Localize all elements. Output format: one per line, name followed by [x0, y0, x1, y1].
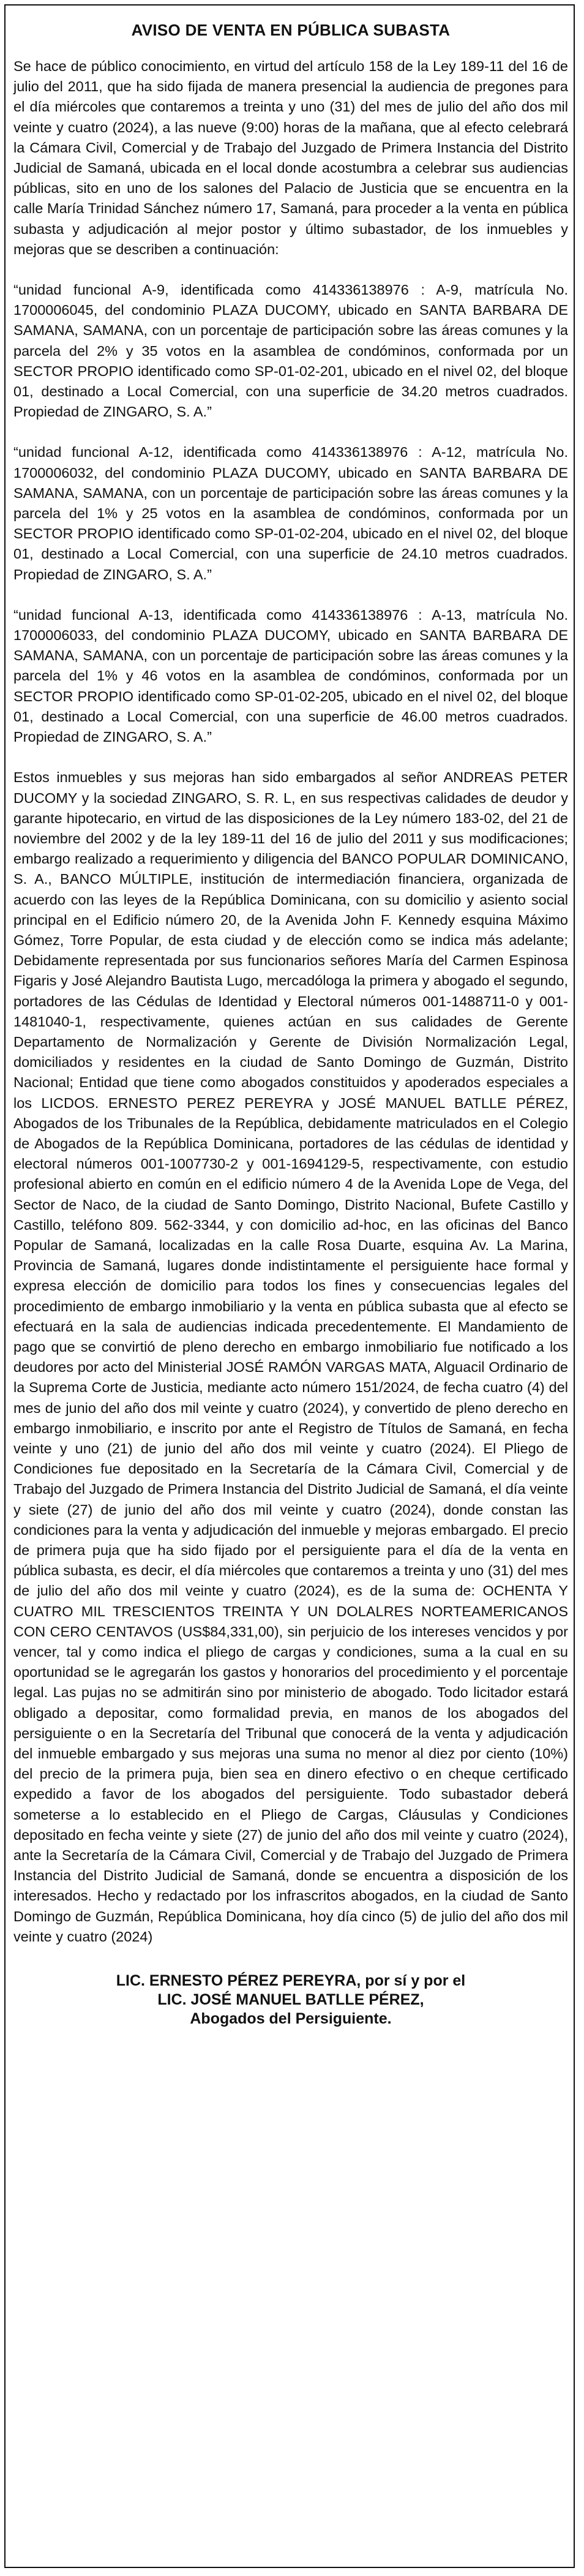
- signature-line-1: LIC. ERNESTO PÉREZ PEREYRA, por sí y por el: [116, 1972, 466, 1990]
- unit-a9-paragraph: “unidad funcional A-9, identificada como 414336138976 : A-9, matrícula No. 1700006045, del condominio PLAZA DUCOMY, ubicado en SANTA BARBARA DE SAMANA, SAMANA, con un porcentaje de participación sobre las áreas comunes y la parcela del 2% y 35 votos en la asamblea de condóminos, conformada por un SECTOR PROPIO identificado como SP-01-02-201, ubicado en el nivel 02, del bloque 01, destinado a Local Comercial, con una superficie de 34.20 metros cuadrados. Propiedad de ZINGARO, S. A.”: [13, 282, 568, 420]
- signature-line-3: Abogados del Persiguiente.: [190, 2010, 392, 2028]
- body-paragraph: Estos inmuebles y sus mejoras han sido embargados al señor ANDREAS PETER DUCOMY y la sociedad ZINGARO, S. R. L, en sus respectivas calidades de deudor y garante hipotecario, en virtud de las disposiciones de la Ley número 183-02, del 21 de noviembre del 2002 y de la ley 189-11 del 16 de julio del 2011 y sus modificaciones; embargo realizado a requerimiento y diligencia del BANCO POPULAR DOMINICANO, S. A., BANCO MÚLTIPLE, institución de intermediación financiera, organizada de acuerdo con las leyes de la República Dominicana, con su domicilio y asiento social principal en el Edificio número 20, de la Avenida John F. Kennedy esquina Máximo Gómez, Torre Popular, de esta ciudad y de elección como se indica más adelante; Debidamente representada por sus funcionarios señores María del Carmen Espinosa Figaris y José Alejandro Bautista Lugo, mercadóloga la primera y abogado el segundo, portadores de las Cédulas de Identidad y Electoral números 001-1488711-0 y 001-1481040-1, respectivamente, quienes actúan en sus calidades de Gerente Departamento de Normalización y Gerente de División Normalización Legal, domiciliados y residentes en la ciudad de Santo Domingo de Guzmán, Distrito Nacional; Entidad que tiene como abogados constituidos y apoderados especiales a los LICDOS. ERNESTO PEREZ PEREYRA y JOSÉ MANUEL BATLLE PÉREZ, Abogados de los Tribunales de la República, debidamente matriculados en el Colegio de Abogados de la República Dominicana, portadores de las cédulas de identidad y electoral números 001-1007730-2 y 001-1694129-5, respectivamente, con estudio profesional abierto en común en el edificio número 4 de la Avenida Lope de Vega, del Sector de Naco, de la ciudad de Santo Domingo, Distrito Nacional, Bufete Castillo y Castillo, teléfono 809. 562-3344, y con domicilio ad-hoc, en las oficinas del Banco Popular de Samaná, localizadas en la calle Rosa Duarte, esquina Av. La Marina, Provincia de Samaná, lugares donde indistintamente el persiguiente hace formal y expresa elección de domicilio para todos los fines y consecuencias legales del procedimiento de embargo inmobiliario y la venta en pública subasta que al efecto se efectuará en la sala de audiencias indicada precedentemente. El Mandamiento de pago que se convirtió de pleno derecho en embargo inmobiliario fue notificado a los deudores por acto del Ministerial JOSÉ RAMÓN VARGAS MATA, Alguacil Ordinario de la Suprema Corte de Justicia, mediante acto número 151/2024, de fecha cuatro (4) del mes de junio del año dos mil veinte y cuatro (2024), y convertido de pleno derecho en embargo inmobiliario, e inscrito por ante el Registro de Títulos de Samaná, en fecha veinte y uno (21) de junio del año dos mil veinte y cuatro (2024). El Pliego de Condiciones fue depositado en la Secretaría de la Cámara Civil, Comercial y de Trabajo del Juzgado de Primera Instancia del Distrito Judicial de Samaná, el día veinte y siete (27) de junio del año dos mil veinte y cuatro (2024), donde constan las condiciones para la venta y adjudicación del inmueble y mejoras embargado. El precio de primera puja que ha sido fijado por el persiguiente para el día de la venta en pública subasta, es decir, el día miércoles que contaremos a treinta y uno (31) del mes de julio del año dos mil veinte y cuatro (2024), es de la suma de: OCHENTA Y CUATRO MIL TRESCIENTOS TREINTA Y UN DOLALRES NORTEAMERICANOS CON CERO CENTAVOS (US$84,331,00), sin perjuicio de los intereses vencidos y por vencer, tal y como indica el pliego de cargas y condiciones, suma a la cual en su oportunidad se le agregarán los gastos y honorarios del procedimiento y el porcentaje legal. Las pujas no se admitirán sino por ministerio de abogado. Todo licitador estará obligado a depositar, como formalidad previa, en manos de los abogados del persiguiente o en la Secretaría del Tribunal que conocerá de la venta y adjudicación del inmueble embargado y sus mejoras una suma no menor al diez por ciento (10%) del precio de la primera puja, bien sea en dinero efectivo o en cheque certificado expedido a favor de los abogados del persiguiente. Todo subastador deberá someterse a lo establecido en el Pliego de Cargas, Cláusulas y Condiciones depositado en fecha veinte y siete (27) de junio del año dos mil veinte y cuatro (2024), ante la Secretaría de la Cámara Civil, Comercial y de Trabajo del Juzgado de Primera Instancia del Distrito Judicial de Samaná, donde se encuentra a disposición de los interesados. Hecho y redactado por los infrascritos abogados, en la ciudad de Santo Domingo de Guzmán, República Dominicana, hoy día cinco (5) de julio del año dos mil veinte y cuatro (2024): [13, 769, 568, 1945]
- intro-paragraph: Se hace de público conocimiento, en virtud del artículo 158 de la Ley 189-11 del 16 de julio del 2011, que ha sido fijada de manera presencial la audiencia de pregones para el día miércoles que contaremos a treinta y uno (31) del mes de julio del año dos mil veinte y cuatro (2024), a las nueve (9:00) horas de la mañana, que al efecto celebrará la Cámara Civil, Comercial y de Trabajo del Juzgado de Primera Instancia del Distrito Judicial de Samaná, ubicada en el local donde acostumbra a celebrar sus audiencias públicas, sito en uno de los salones del Palacio de Justicia que se encuentra en la calle María Trinidad Sánchez número 17, Samaná, para proceder a la venta en pública subasta y adjudicación al mejor postor y último subastador, de los inmuebles y mejoras que se describen a continuación:: [13, 58, 568, 257]
- signature-line-2: LIC. JOSÉ MANUEL BATLLE PÉREZ,: [157, 1991, 424, 2009]
- auction-notice: [13, 20, 568, 2028]
- notice-title: AVISO DE VENTA EN PÚBLICA SUBASTA: [131, 21, 451, 39]
- unit-a13-paragraph: “unidad funcional A-13, identificada como 414336138976 : A-13, matrícula No. 1700006033, del condominio PLAZA DUCOMY, ubicado en SANTA BARBARA DE SAMANA, SAMANA, con un porcentaje de participación sobre las áreas comunes y la parcela del 1% y 46 votos en la asamblea de condóminos, conformada por un SECTOR PROPIO identificado como SP-01-02-205, ubicado en el nivel 02, del bloque 01, destinado a Local Comercial, con una superficie de 46.00 metros cuadrados. Propiedad de ZINGARO, S. A.”: [13, 606, 568, 745]
- signature-block: [13, 1972, 568, 2028]
- unit-a12-paragraph: “unidad funcional A-12, identificada como 414336138976 : A-12, matrícula No. 1700006032, del condominio PLAZA DUCOMY, ubicado en SANTA BARBARA DE SAMANA, SAMANA, con un porcentaje de participación sobre las áreas comunes y la parcela del 1% y 25 votos en la asamblea de condóminos, conformada por un SECTOR PROPIO identificado como SP-01-02-204, ubicado en el nivel 02, del bloque 01, destinado a Local Comercial, con una superficie de 24.10 metros cuadrados. Propiedad de ZINGARO, S. A.”: [13, 444, 568, 582]
